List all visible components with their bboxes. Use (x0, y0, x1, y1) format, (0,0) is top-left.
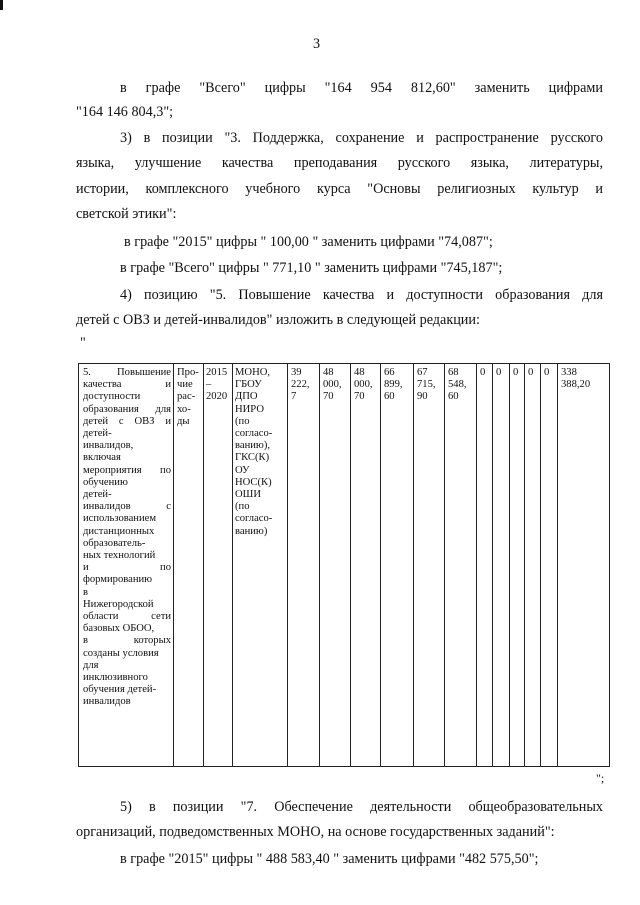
program-table (78, 363, 610, 767)
paragraph-2-line-4: светской этики": (76, 206, 177, 222)
cell-zero-5: 0 (544, 367, 550, 378)
activity-line: образователь- (83, 537, 146, 549)
activity-line: включая (83, 452, 121, 464)
activity-line: детей- (83, 428, 112, 440)
paragraph-6-line-1: 5) в позиции "7. Обеспечение деятельности общеобразовательных (120, 799, 603, 815)
cell-executor: МОНО, ГБОУ ДПО НИРО (по согласо- ванию), ГКС(К) ОУ НОС(К) ОШИ (по согласо- ванию) (235, 367, 273, 537)
activity-line: для (83, 659, 99, 671)
cell-expense-type: Про- чие рас- хо- ды (177, 367, 199, 427)
cell-zero-1: 0 (480, 367, 486, 378)
activity-line: инвалидов, (83, 440, 134, 452)
cell-total: 338 388,20 (561, 367, 591, 391)
paragraph-7: в графе "2015" цифры " 488 583,40 " заменить цифрами "482 575,50"; (120, 851, 539, 867)
cell-2016: 48 000, 70 (323, 367, 342, 403)
paragraph-5-line-2: детей с ОВЗ и детей-инвалидов" изложить в следующей редакции: (76, 312, 480, 328)
activity-line: инвалидов с (83, 501, 171, 513)
activity-line: инвалидов (83, 696, 131, 708)
activity-line: детей- (83, 489, 112, 501)
cell-2018: 66 899, 60 (384, 367, 403, 403)
activity-line: Нижегородской (83, 598, 154, 610)
activity-line: образования для (83, 403, 171, 415)
cell-activity-name (83, 367, 171, 709)
paragraph-2-line-3: истории, комплексного учебного курса "Основы религиозных культур и (76, 181, 603, 197)
activity-line: области сети (83, 611, 171, 623)
paragraph-2-line-1: 3) в позиции "3. Поддержка, сохранение и распространение русского (120, 130, 603, 146)
cell-zero-3: 0 (513, 367, 519, 378)
close-quote: "; (596, 771, 605, 785)
paragraph-4: в графе "Всего" цифры " 771,10 " заменить цифрами "745,187"; (120, 260, 503, 276)
activity-line: формированию (83, 574, 153, 586)
activity-line: созданы условия (83, 647, 159, 659)
activity-line: доступности (83, 391, 141, 403)
activity-line: детей с ОВЗ и (83, 415, 171, 427)
activity-line: базовых ОБОО, (83, 623, 155, 635)
activity-line: качества и (83, 379, 171, 391)
cell-period: 2015 – 2020 (206, 367, 228, 403)
cell-zero-2: 0 (496, 367, 502, 378)
activity-line: и по (83, 562, 171, 574)
activity-line: в (83, 586, 89, 598)
activity-line: использованием (83, 513, 157, 525)
activity-line: обучению (83, 476, 128, 488)
activity-line: в которых (83, 635, 171, 647)
activity-line: дистанционных (83, 525, 155, 537)
paragraph-1-line-1: в графе "Всего" цифры "164 954 812,60" заменить цифрами (120, 80, 603, 96)
cell-zero-4: 0 (528, 367, 534, 378)
activity-line: обучения детей- (83, 684, 157, 696)
activity-line: ных технологий (83, 550, 156, 562)
cell-2015: 39 222, 7 (291, 367, 310, 403)
paragraph-6-line-2: организаций, подведомственных МОНО, на основе государственных заданий": (76, 824, 555, 840)
activity-line: мероприятия по (83, 464, 171, 476)
cell-2017: 48 000, 70 (354, 367, 373, 403)
paragraph-1-line-2: "164 146 804,3"; (76, 104, 174, 120)
margin-mark (0, 0, 3, 10)
paragraph-3: в графе "2015" цифры " 100,00 " заменить цифрами "74,087"; (124, 234, 493, 250)
open-quote: " (80, 335, 86, 351)
activity-line: 5. Повышение (83, 367, 171, 378)
cell-2019: 67 715, 90 (417, 367, 436, 403)
page-number: 3 (313, 36, 321, 52)
paragraph-2-line-2: языка, улучшение качества преподавания русского языка, литературы, (76, 155, 603, 171)
cell-2020: 68 548, 60 (448, 367, 467, 403)
activity-line: инклюзивного (83, 672, 148, 684)
paragraph-5-line-1: 4) позицию "5. Повышение качества и доступности образования для (120, 287, 603, 303)
